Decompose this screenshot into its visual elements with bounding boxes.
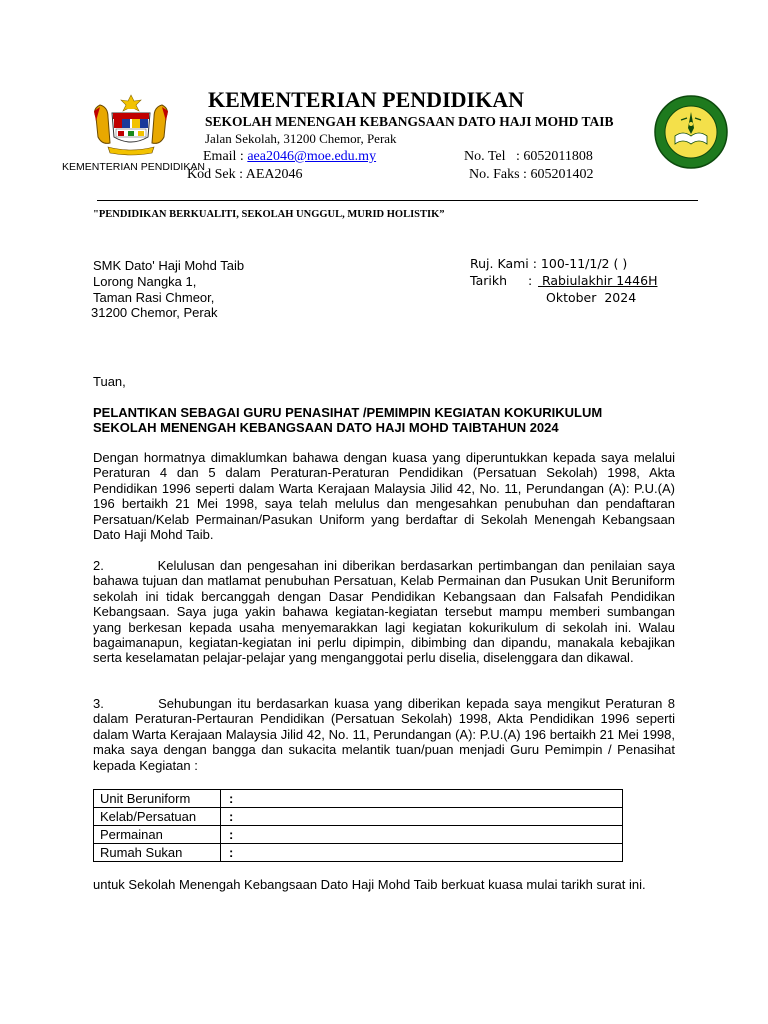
- school-crest-logo: [653, 94, 729, 170]
- email-line: [203, 149, 376, 165]
- recipient-line-2: Lorong Nangka 1,: [93, 274, 197, 289]
- fax-line: No. Faks : 605201402: [469, 167, 594, 182]
- date-gregorian: Oktober 2024: [546, 290, 637, 305]
- subject-line-2: SEKOLAH MENENGAH KEBANGSAAN DATO HAJI MOHD TAIBTAHUN 2024: [93, 420, 559, 435]
- ministry-title: KEMENTERIAN PENDIDIKAN: [208, 87, 524, 112]
- email-label: Email :: [203, 149, 248, 164]
- table-row: [94, 826, 623, 844]
- table-cell-value: :: [221, 826, 623, 844]
- reference-number: Ruj. Kami : 100-11/1/2 ( ): [470, 256, 628, 271]
- table-cell-value: :: [221, 808, 623, 826]
- subject-line-1: PELANTIKAN SEBAGAI GURU PENASIHAT /PEMIMPIN KEGIATAN KOKURIKULUM: [93, 405, 603, 420]
- header-divider: [97, 200, 698, 201]
- date-colon: :: [528, 273, 533, 288]
- school-address: Jalan Sekolah, 31200 Chemor, Perak: [205, 131, 397, 146]
- table-cell-value: :: [221, 844, 623, 862]
- paragraph-2: 2. Kelulusan dan pengesahan ini diberikan berdasarkan pertimbangan dan penilaian saya bahawa tujuan dan matlamat penubuhan Persatuan, Kelab Permainan dan Pusukan Unit Beruniform sekolah ini tidak bercanggah dengan Dasar Pendidikan Kebangsaan dan Falsafah Pendidikan Kebangsaan. Saya juga yakin bahawa kegiatan-kegiatan tersebut mampu memberi sumbangan yang berkesan kepada usaha menyemarakkan lagi kegiatan kokurikulum di sekolah ini. Walau bagaimanapun, kegiatan-kegiatan ini perlu dipimpin, dibimbing dan dipandu, manakala kebajikan serta keselamatan pelajar-pelajar yang menganggotai perlu diselia, diselenggara dan dikawal.: [93, 558, 675, 666]
- email-link[interactable]: aea2046@moe.edu.my: [247, 149, 377, 164]
- date-hijri: Rabiulakhir 1446H: [538, 273, 658, 288]
- school-name: SEKOLAH MENENGAH KEBANGSAAN DATO HAJI MOHD TAIB: [205, 114, 614, 129]
- closing-paragraph: untuk Sekolah Menengah Kebangsaan Dato Haji Mohd Taib berkuat kuasa mulai tarikh surat ini.: [93, 877, 646, 892]
- activity-table: [93, 789, 623, 862]
- letter-subject: [93, 405, 693, 435]
- school-code: Kod Sek : AEA2046: [187, 167, 303, 182]
- telephone-line: No. Tel : 6052011808: [464, 149, 593, 164]
- table-cell-label: Kelab/Persatuan: [94, 808, 221, 826]
- paragraph-1: Dengan hormatnya dimaklumkan bahawa dengan kuasa yang diperuntukkan kepada saya melalui Peraturan 4 dan 5 dalam Peraturan-Peraturan Pendidikan (Persatuan Sekolah) 1998, Akta Pendidikan 1996 seperti dalam Warta Kerajaan Malaysia Jilid 42, No. 11, Perundangan (A): P.U.(A) 196 bertaikh 21 Mei 1998, saya telah melulus dan mengesahkan penubuhan dan pendaftaran Persatuan/Kelab Permainan/Pasukan Uniform yang berdaftar di Sekolah Menengah Kebangsaan Dato Haji Mohd Taib.: [93, 450, 675, 543]
- table-cell-label: Unit Beruniform: [94, 790, 221, 808]
- recipient-line-1: SMK Dato' Haji Mohd Taib: [93, 258, 245, 273]
- coat-of-arms-logo: [86, 91, 176, 161]
- recipient-line-4: 31200 Chemor, Perak: [91, 305, 218, 320]
- school-motto: "PENDIDIKAN BERKUALITI, SEKOLAH UNGGUL, MURID HOLISTIK”: [93, 209, 445, 220]
- ministry-logo-caption: KEMENTERIAN PENDIDIKAN: [62, 161, 205, 173]
- table-row: [94, 844, 623, 862]
- table-row: [94, 790, 623, 808]
- salutation: Tuan,: [93, 374, 126, 389]
- paragraph-3: 3. Sehubungan itu berdasarkan kuasa yang diberikan kepada saya mengikut Peraturan 8 dalam Peraturan-Pertauran Pendidikan (Persatuan Sekolah) 1998, Akta Pendidikan 1996 seperti dalam Warta Kerajaan Malaysia Jilid 42, No. 11, Perundangan (A): P.U.(A) 196 bertaikh 21 Mei 1998, maka saya dengan bangga dan sukacita melantik tuan/puan menjadi Guru Pemimpin / Penasihat kepada Kegiatan :: [93, 696, 675, 773]
- table-cell-label: Permainan: [94, 826, 221, 844]
- table-cell-value: :: [221, 790, 623, 808]
- table-cell-label: Rumah Sukan: [94, 844, 221, 862]
- date-label: Tarikh: [470, 273, 507, 288]
- recipient-line-3: Taman Rasi Chmeor,: [93, 290, 215, 305]
- table-row: [94, 808, 623, 826]
